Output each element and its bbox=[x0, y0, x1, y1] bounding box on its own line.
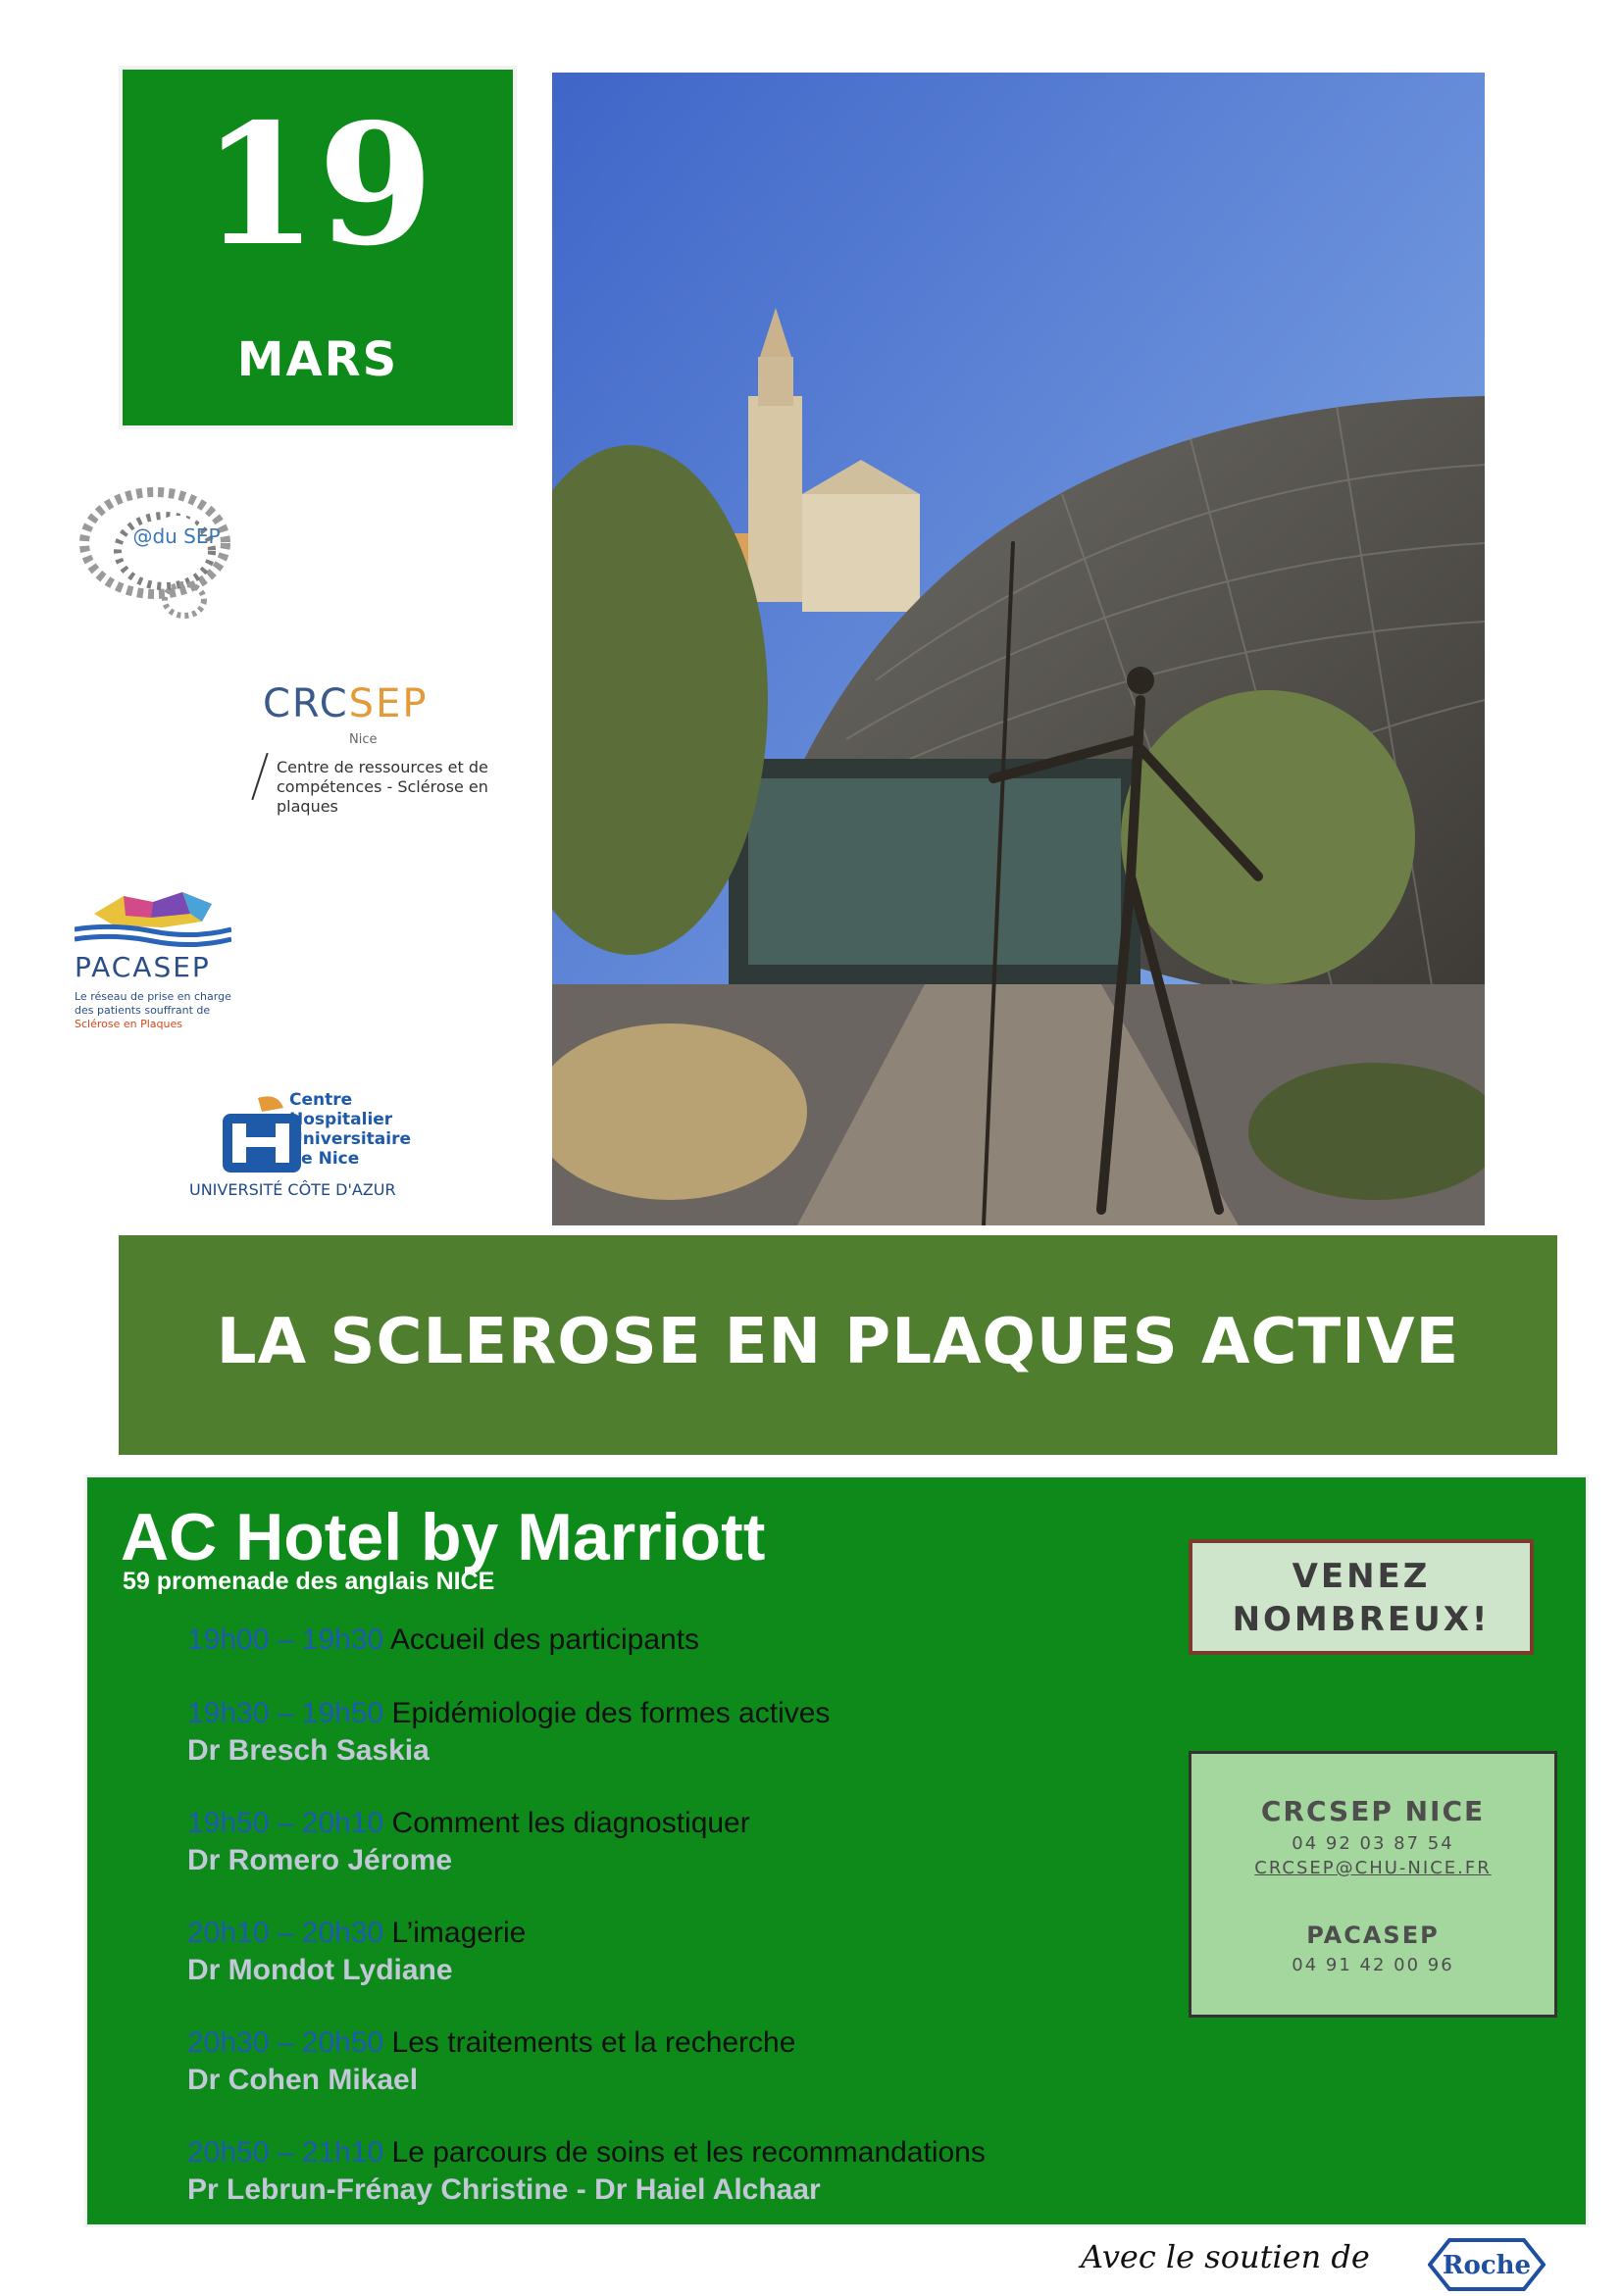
crcsep-crc: CRC bbox=[263, 681, 349, 726]
session-time: 19h00 – 19h30 bbox=[187, 1623, 384, 1656]
session-time: 20h10 – 20h30 bbox=[187, 1917, 384, 1949]
venue-address: 59 promenade des anglais NICE bbox=[123, 1568, 495, 1595]
roche-wordmark: Roche bbox=[1442, 2251, 1532, 2280]
crcsep-slash-mark bbox=[251, 753, 268, 800]
session-item bbox=[187, 1695, 830, 1770]
event-title: LA SCLEROSE EN PLAQUES ACTIVE bbox=[216, 1306, 1460, 1378]
crcsep-sep: SEP bbox=[348, 681, 429, 726]
chu-nice-logo bbox=[189, 1090, 434, 1208]
university-name: UNIVERSITÉ CÔTE D'AZUR bbox=[189, 1180, 396, 1199]
pacasep-name: PACASEP bbox=[75, 951, 211, 983]
date-box bbox=[119, 66, 517, 468]
session-title: Le parcours de soins et les recommandations bbox=[391, 2136, 986, 2169]
session-time: 20h30 – 20h50 bbox=[187, 2026, 384, 2059]
crcsep-logo bbox=[263, 681, 528, 814]
session-speaker: Dr Mondot Lydiane bbox=[187, 1954, 453, 1986]
crcsep-desc-line1: Centre de ressources et de bbox=[277, 758, 488, 776]
session-item bbox=[187, 2024, 795, 2099]
callout-line-2: NOMBREUX! bbox=[1232, 1600, 1491, 1639]
contact-phone: 04 92 03 87 54 bbox=[1292, 1833, 1454, 1854]
title-banner bbox=[119, 1235, 1557, 1455]
date-time: 19H-21H30 bbox=[203, 424, 432, 468]
session-title: L’imagerie bbox=[391, 1917, 527, 1949]
pacasep-tagline-1: Le réseau de prise en charge bbox=[75, 990, 231, 1003]
crcsep-city: Nice bbox=[349, 732, 378, 747]
session-title: Accueil des participants bbox=[389, 1623, 700, 1656]
session-item bbox=[187, 1915, 526, 1989]
date-day: 19 bbox=[201, 87, 434, 283]
cdusep-mark: @du SEP bbox=[132, 524, 221, 548]
session-item bbox=[187, 1805, 750, 1879]
session-item bbox=[187, 1622, 699, 1659]
callout-box bbox=[1189, 1539, 1534, 1655]
roche-logo bbox=[1428, 2238, 1546, 2291]
session-speaker: Dr Cohen Mikael bbox=[187, 2064, 419, 2096]
chu-line-2: Hospitalier bbox=[289, 1110, 393, 1129]
contact-email[interactable]: CRCSEP@CHU-NICE.FR bbox=[1254, 1858, 1492, 1878]
chu-line-3: Universitaire bbox=[289, 1129, 412, 1149]
contact-name: PACASEP bbox=[1306, 1922, 1440, 1949]
session-speaker: Dr Bresch Saskia bbox=[187, 1734, 430, 1767]
cdusep-logo bbox=[76, 482, 253, 629]
session-title: Les traitements et la recherche bbox=[391, 2026, 796, 2059]
contact-phone: 04 91 42 00 96 bbox=[1292, 1955, 1454, 1975]
venue-name: AC Hotel by Marriott bbox=[121, 1500, 766, 1574]
session-title: Epidémiologie des formes actives bbox=[391, 1697, 831, 1729]
crcsep-desc-line2: compétences - Sclérose en plaques bbox=[277, 777, 488, 816]
pacasep-tagline-3: Sclérose en Plaques bbox=[75, 1018, 182, 1030]
session-time: 19h30 – 19h50 bbox=[187, 1697, 384, 1729]
session-time: 19h50 – 20h10 bbox=[187, 1807, 384, 1839]
crcsep-description bbox=[277, 758, 528, 817]
pacasep-map-icon bbox=[75, 884, 231, 949]
chu-line-4: de Nice bbox=[289, 1149, 360, 1169]
session-speaker: Dr Romero Jérome bbox=[187, 1844, 453, 1876]
date-month: MARS bbox=[236, 332, 399, 387]
session-time: 20h50 – 21h10 bbox=[187, 2136, 384, 2169]
contact-box bbox=[1189, 1751, 1557, 2018]
callout-line-1: VENEZ bbox=[1292, 1557, 1431, 1596]
session-item bbox=[187, 2134, 986, 2209]
pacasep-tagline-2: des patients souffrant de bbox=[75, 1004, 211, 1017]
event-photo bbox=[552, 73, 1485, 1225]
session-title: Comment les diagnostiquer bbox=[391, 1807, 750, 1839]
chu-line-1: Centre bbox=[289, 1090, 353, 1110]
support-text: Avec le soutien de bbox=[1081, 2238, 1370, 2275]
session-speaker: Pr Lebrun-Frénay Christine - Dr Haiel Alchaar bbox=[187, 2173, 821, 2206]
contact-name: CRCSEP NICE bbox=[1260, 1795, 1486, 1827]
pacasep-logo bbox=[75, 884, 271, 1031]
